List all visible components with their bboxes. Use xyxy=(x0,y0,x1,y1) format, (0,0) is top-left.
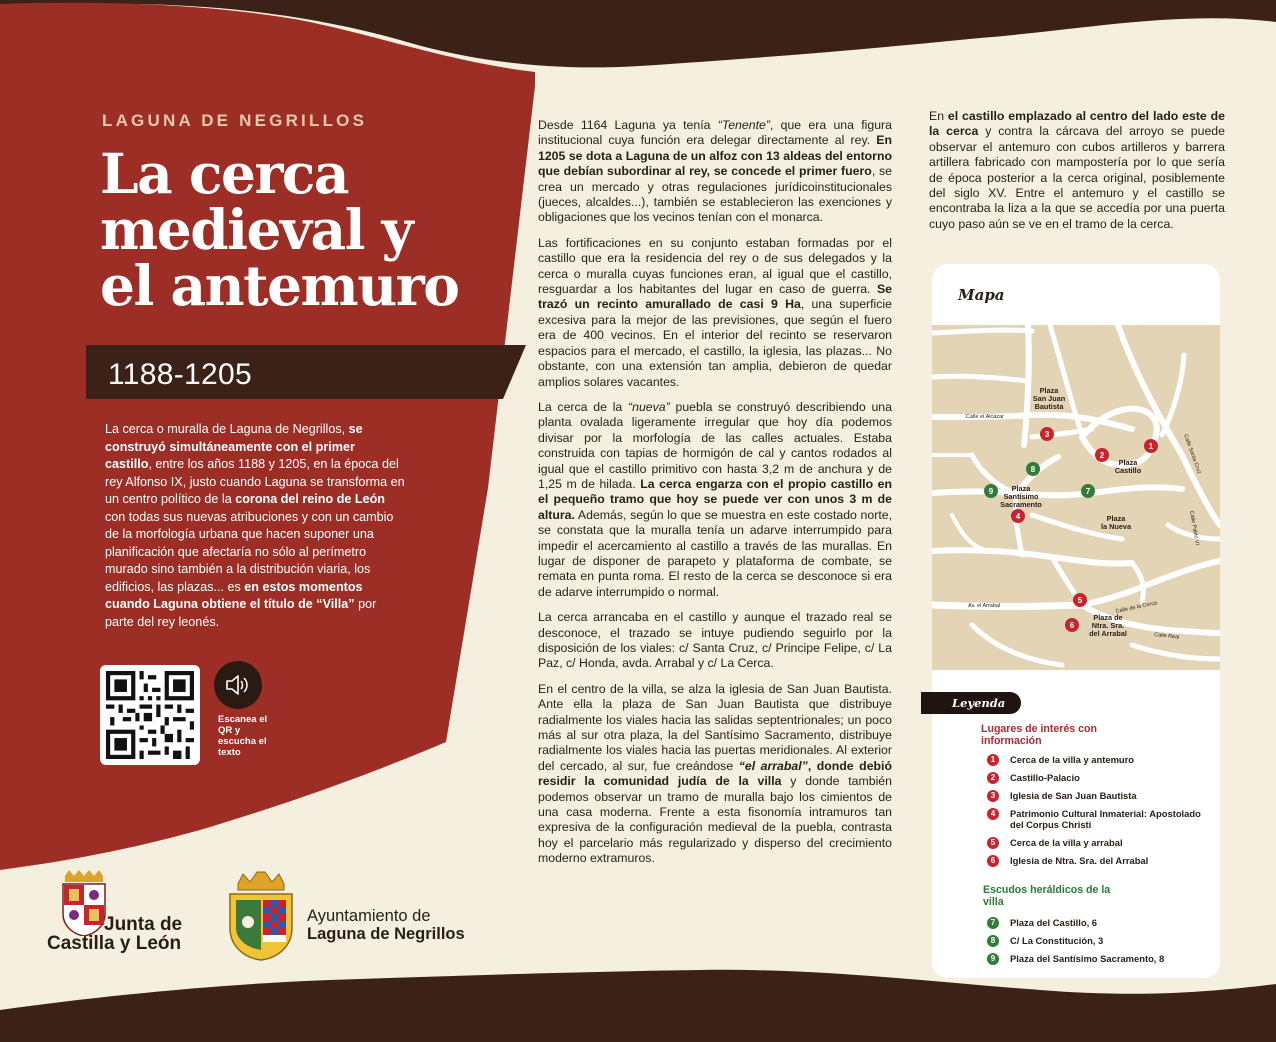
svg-text:Av. el Arrabal: Av. el Arrabal xyxy=(968,603,1001,609)
paragraph-fortificaciones: Las fortificaciones en su conjunto estaban formadas por el castillo que era la residencia del rey o de sus delegados y la cerca o muralla cuyas funciones eran, al igual que el castillo, resguardar a los habitantes del lugar en caso de guerra. Se trazó un recinto amurallado de casi 9 Ha, una superficie excesiva para la mejor de las previsiones, que según el fuero era de 400 vecinos. En el interior del recinto se reservaron espacios para el mercado, el castillo, la iglesia, las plazas... No obstante, con una extensión tan amplia, debieron de quedar amplios solares vacantes. xyxy=(538,235,892,389)
legend-item[interactable]: 5 Cerca de la villa y arrabal xyxy=(984,837,1204,848)
svg-text:7: 7 xyxy=(1085,487,1091,496)
legend-item[interactable]: 7 Plaza del Castillo, 6 xyxy=(984,917,1204,928)
legend-item[interactable]: 3 Iglesia de San Juan Bautista xyxy=(984,790,1204,801)
title-line: medieval y xyxy=(100,197,413,262)
svg-text:6: 6 xyxy=(1069,621,1075,630)
paragraph-tenente: Desde 1164 Laguna ya tenía “Tenente”, que era una figura institucional cuya función era delegar directamente al rey. En 1205 se dota a Laguna de un alfoz con 13 aldeas del entorno que debían subordinar al rey, se concede el primer fuero, se crea un mercado y otras regulaciones jurídicoinstitucionales (jueces, alcaldes...), también se establecieron las exenciones y obligaciones que los vecinos tenían con el monarca. xyxy=(538,118,892,225)
years-range: 1188-1205 xyxy=(108,358,252,391)
svg-text:Calle Real: Calle Real xyxy=(1153,632,1180,641)
legend-item[interactable]: 2 Castillo-Palacio xyxy=(984,772,1204,783)
main-text-column xyxy=(538,118,892,877)
svg-text:1: 1 xyxy=(1148,442,1154,451)
svg-text:Calle Santa Cruz: Calle Santa Cruz xyxy=(1182,433,1202,475)
svg-text:Calle Pablo VI: Calle Pablo VI xyxy=(1188,510,1200,546)
title-line: La cerca xyxy=(100,141,349,206)
junta-name-line1: Junta de xyxy=(104,914,183,935)
ayuntamiento-name-line2: Laguna de Negrillos xyxy=(307,925,465,943)
svg-text:3: 3 xyxy=(1044,430,1050,439)
svg-text:PlazaSantísimoSacramento: Plaza Santísimo Sacramento xyxy=(1000,484,1042,509)
svg-text:PlazaCastillo: Plaza Castillo xyxy=(1114,458,1142,475)
paragraph-trazado: La cerca arrancaba en el castillo y aunque el trazado real se desconoce, el trazado se intuye pudiendo seguirlo por la disposición de los viales: c/ Santa Cruz, c/ Principe Felipe, c/ La Paz, c/ Honda, avda. Arrabal y c/ La Cerca. xyxy=(538,610,892,671)
qr-code-icon[interactable] xyxy=(100,665,200,765)
map-marker-8[interactable] xyxy=(1026,462,1040,476)
paragraph-antemuro: En el castillo emplazado al centro del lado este de la cerca y contra la cárcava del arroyo se puede observar el antemuro con cubos artilleros y barrera artillera fabricado con mampostería por lo que sería de época posterior a la cerca original, posiblemente del siglo XV. Entre el antemuro y el castillo se encontraba la liza a la que se accedía por una puerta cuyo paso aún se ve en el tramo de la cerca. xyxy=(929,109,1225,231)
svg-text:Plaza deNtra. Sra.del Arrabal: Plaza de Ntra. Sra. del Arrabal xyxy=(1089,613,1127,638)
svg-text:PlazaSan JuanBautista: Plaza San Juan Bautista xyxy=(1032,386,1066,411)
svg-text:Calle el Alcázar: Calle el Alcázar xyxy=(966,414,1004,420)
legend-item[interactable]: 6 Iglesia de Ntra. Sra. del Arrabal xyxy=(984,855,1204,866)
town-map xyxy=(932,325,1220,670)
map-marker-5[interactable] xyxy=(1073,593,1087,607)
svg-text:5: 5 xyxy=(1077,596,1083,605)
legend-places-heading: Lugares de interés con información xyxy=(981,723,1097,747)
svg-text:8: 8 xyxy=(1030,465,1036,474)
legend-item[interactable]: 1 Cerca de la villa y antemuro xyxy=(984,754,1204,765)
legend-places-list xyxy=(984,754,1204,866)
intro-paragraph: La cerca o muralla de Laguna de Negrillos, se construyó simultáneamente con el primer castillo, entre los años 1188 y 1205, en la época del rey Alfonso IX, justo cuando Laguna se transforma en un centro político de la corona del reino de León con todas sus nuevas atribuciones y con un cambio de la morfología urbana que hacen suponer una planificación que afectaría no sólo al perímetro murado sino también a la distribución viaria, los edificios, las plazas... es en estos momentos cuando Laguna obtiene el título de “Villa” por parte del rey leonés. xyxy=(105,422,405,629)
qr-pattern xyxy=(106,671,194,759)
svg-text:Calle de la Cerca: Calle de la Cerca xyxy=(1115,600,1158,615)
map-title: Mapa xyxy=(958,286,1005,304)
page-title xyxy=(100,141,520,318)
speaker-icon[interactable] xyxy=(214,661,262,709)
qr-scan-label: Escanea el QR y escucha el texto xyxy=(218,714,268,758)
svg-text:9: 9 xyxy=(988,487,994,496)
legend-item[interactable]: 4 Patrimonio Cultural Inmaterial: Apostolado del Corpus Christi xyxy=(984,808,1204,830)
legend-item[interactable]: 9 Plaza del Santísimo Sacramento, 8 xyxy=(984,953,1204,964)
map-marker-2[interactable] xyxy=(1095,448,1109,462)
ayuntamiento-coat-of-arms-icon xyxy=(226,870,296,962)
legend-pill: Leyenda xyxy=(921,692,1021,714)
map-marker-7[interactable] xyxy=(1081,484,1095,498)
paragraph-iglesia: En el centro de la villa, se alza la iglesia de San Juan Bautista. Ante ella la plaza de San Juan Bautista que distribuye radialmente los viales hacia las salidas septentrionales; un poco más al sur otra plaza, la del Santísimo Sacramento, distribuye radialmente los viales hacia las puertas meridionales. Al exterior del cercado, al sur, fue creándose “el arrabal”, donde debió residir la comunidad judía de la villa y donde también podemos observar un tramo de muralla bajo los cimientos de una casa moderna. Frente a esta fisonomía intramuros tan expresiva de la configuración medieval de la puebla, contrasta hoy el parcelario más regularizado y disperso del crecimiento moderno extramuros. xyxy=(538,681,892,866)
legend-shields-list xyxy=(984,917,1204,964)
map-marker-3[interactable] xyxy=(1040,427,1054,441)
svg-text:4: 4 xyxy=(1015,512,1021,521)
place-kicker: LAGUNA DE NEGRILLOS xyxy=(102,111,368,130)
legend-shields-heading: Escudos heráldicos de la villa xyxy=(983,884,1111,908)
svg-text:Plazala Nueva: Plaza la Nueva xyxy=(1100,514,1132,531)
junta-name-line2: Castilla y León xyxy=(47,933,182,954)
svg-text:2: 2 xyxy=(1099,451,1105,460)
map-marker-4[interactable] xyxy=(1011,509,1025,523)
map-marker-9[interactable] xyxy=(984,484,998,498)
map-marker-6[interactable] xyxy=(1065,618,1079,632)
title-line: el antemuro xyxy=(100,253,459,318)
ayuntamiento-name-line1: Ayuntamiento de xyxy=(307,907,431,925)
map-marker-1[interactable] xyxy=(1144,439,1158,453)
paragraph-nueva-puebla: La cerca de la “nueva” puebla se construyó describiendo una planta ovalada ligeramente irregular que hoy día podemos divisar por la morfología de las calles actuales. Estaba construida con tapias de hormigón de cal y cantos rodados al igual que el castillo primitivo con hasta 3,2 m de anchura y de 1,25 m de hilada. La cerca engarza con el propio castillo en el pequeño tramo que hoy se puede ver con unos 3 m de altura. Además, según lo que se muestra en este costado norte, se constata que la muralla tenía un adarve interrumpido para impedir el acercamiento al castillo a través de las murallas. En lugar de disponer de parapeto y plataforma de combate, se remata en punta roma. El resto de la cerca se desconoce si era de adarve interrumpido o normal. xyxy=(538,399,892,599)
legend-item[interactable]: 8 C/ La Constitución, 3 xyxy=(984,935,1204,946)
junta-shield-icon xyxy=(57,870,111,936)
castle-text-column xyxy=(929,109,1225,242)
